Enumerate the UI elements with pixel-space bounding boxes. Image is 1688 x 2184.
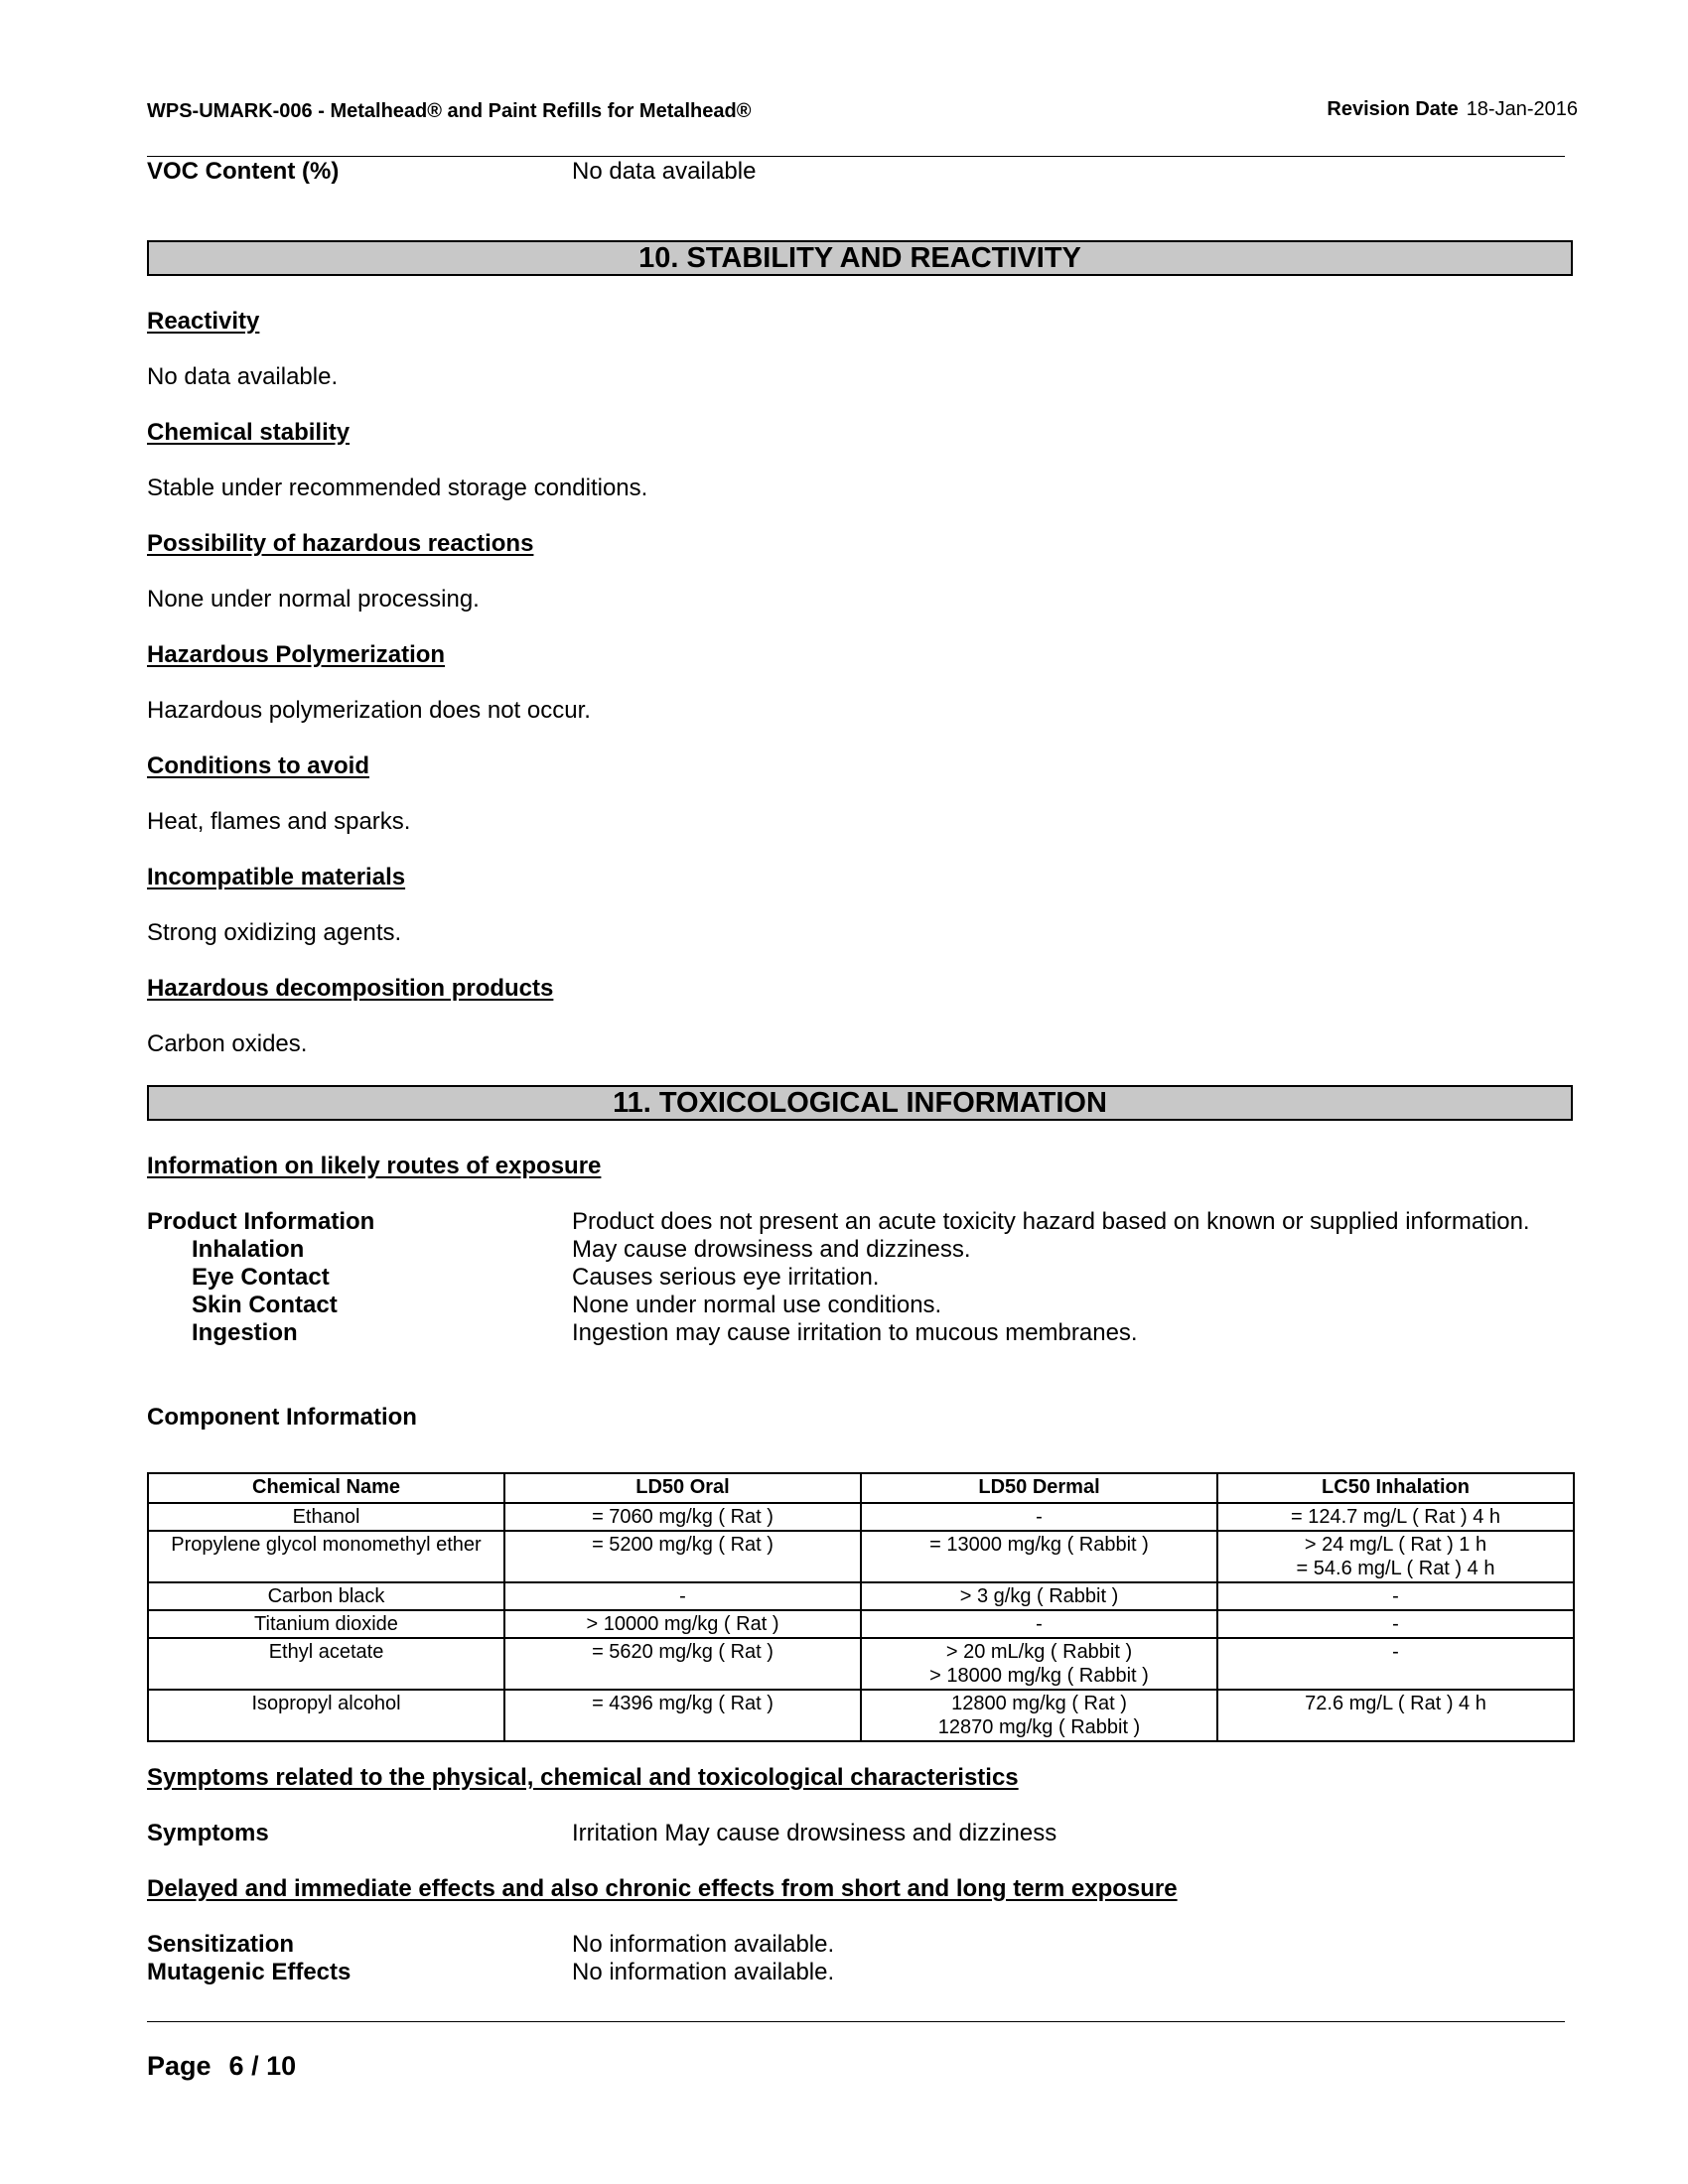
ld50-oral-cell: = 5620 mg/kg ( Rat ) bbox=[504, 1638, 861, 1690]
voc-label: VOC Content (%) bbox=[147, 158, 340, 185]
reactivity-heading: Reactivity bbox=[147, 308, 260, 335]
conditions-to-avoid-text: Heat, flames and sparks. bbox=[147, 808, 411, 835]
ld50-oral-cell: > 10000 mg/kg ( Rat ) bbox=[504, 1610, 861, 1638]
table-row bbox=[148, 1638, 1574, 1690]
hazardous-polymerization-text: Hazardous polymerization does not occur. bbox=[147, 697, 591, 724]
skin-contact-value: None under normal use conditions. bbox=[572, 1292, 942, 1318]
lc50-inhalation-cell: = 124.7 mg/L ( Rat ) 4 h bbox=[1217, 1503, 1574, 1531]
ld50-dermal-cell: - bbox=[861, 1503, 1217, 1531]
ld50-dermal-line: > 18000 mg/kg ( Rabbit ) bbox=[929, 1665, 1149, 1687]
inhalation-value: May cause drowsiness and dizziness. bbox=[572, 1236, 971, 1263]
column-header-ld50-dermal: LD50 Dermal bbox=[861, 1473, 1217, 1503]
symptoms-value: Irritation May cause drowsiness and dizziness bbox=[572, 1820, 1057, 1846]
voc-value: No data available bbox=[572, 158, 757, 185]
hazardous-polymerization-heading: Hazardous Polymerization bbox=[147, 641, 446, 668]
reactivity-text: No data available. bbox=[147, 363, 339, 390]
table-row bbox=[148, 1610, 1574, 1638]
ld50-dermal-cell: = 13000 mg/kg ( Rabbit ) bbox=[861, 1531, 1217, 1582]
chemical-name-cell: Propylene glycol monomethyl ether bbox=[148, 1531, 504, 1582]
column-header-chemical-name: Chemical Name bbox=[148, 1473, 504, 1503]
product-information-value: Product does not present an acute toxicity hazard based on known or supplied information. bbox=[572, 1208, 1530, 1235]
column-header-lc50-inhalation: LC50 Inhalation bbox=[1217, 1473, 1574, 1503]
document-title: WPS-UMARK-006 - Metalhead® and Paint Refills for Metalhead® bbox=[147, 100, 752, 122]
hazardous-reactions-text: None under normal processing. bbox=[147, 586, 480, 613]
chemical-name-cell: Titanium dioxide bbox=[148, 1610, 504, 1638]
sensitization-value: No information available. bbox=[572, 1931, 835, 1958]
lc50-inhalation-cell: 72.6 mg/L ( Rat ) 4 h bbox=[1217, 1690, 1574, 1741]
decomposition-products-text: Carbon oxides. bbox=[147, 1030, 308, 1057]
chemical-name-cell: Carbon black bbox=[148, 1582, 504, 1610]
chemical-stability-heading: Chemical stability bbox=[147, 419, 351, 446]
component-information-heading: Component Information bbox=[147, 1404, 417, 1431]
footer-rule bbox=[147, 2021, 1565, 2022]
decomposition-products-heading: Hazardous decomposition products bbox=[147, 975, 554, 1002]
ld50-oral-cell: = 5200 mg/kg ( Rat ) bbox=[504, 1531, 861, 1582]
lc50-inhalation-line: > 24 mg/L ( Rat ) 1 h bbox=[1304, 1534, 1487, 1556]
chemical-name-cell: Isopropyl alcohol bbox=[148, 1690, 504, 1741]
lc50-inhalation-cell: - bbox=[1217, 1610, 1574, 1638]
ld50-dermal-cell: - bbox=[861, 1610, 1217, 1638]
ld50-dermal-cell: > 3 g/kg ( Rabbit ) bbox=[861, 1582, 1217, 1610]
section-11-header: 11. TOXICOLOGICAL INFORMATION bbox=[147, 1085, 1573, 1121]
ingestion-label: Ingestion bbox=[192, 1319, 298, 1346]
table-header-row bbox=[148, 1473, 1574, 1503]
revision-value: 18-Jan-2016 bbox=[1466, 98, 1578, 120]
incompatible-materials-text: Strong oxidizing agents. bbox=[147, 919, 402, 946]
skin-contact-label: Skin Contact bbox=[192, 1292, 338, 1318]
delayed-effects-heading: Delayed and immediate effects and also chronic effects from short and long term exposure bbox=[147, 1875, 1178, 1902]
mutagenic-effects-value: No information available. bbox=[572, 1959, 835, 1985]
symptoms-label: Symptoms bbox=[147, 1820, 269, 1846]
chemical-stability-text: Stable under recommended storage conditions. bbox=[147, 475, 648, 501]
chemical-name-cell: Ethanol bbox=[148, 1503, 504, 1531]
ld50-dermal-cell bbox=[861, 1638, 1217, 1690]
ld50-oral-cell: - bbox=[504, 1582, 861, 1610]
lc50-inhalation-cell: - bbox=[1217, 1582, 1574, 1610]
eye-contact-label: Eye Contact bbox=[192, 1264, 330, 1291]
ld50-dermal-line: 12870 mg/kg ( Rabbit ) bbox=[937, 1716, 1141, 1738]
ld50-dermal-line: 12800 mg/kg ( Rat ) bbox=[951, 1693, 1127, 1714]
sensitization-label: Sensitization bbox=[147, 1931, 295, 1958]
lc50-inhalation-cell bbox=[1217, 1531, 1574, 1582]
conditions-to-avoid-heading: Conditions to avoid bbox=[147, 752, 369, 779]
section-10-header: 10. STABILITY AND REACTIVITY bbox=[147, 240, 1573, 276]
revision-date bbox=[1327, 98, 1578, 121]
table-row bbox=[148, 1503, 1574, 1531]
ingestion-value: Ingestion may cause irritation to mucous membranes. bbox=[572, 1319, 1138, 1346]
ld50-dermal-cell bbox=[861, 1690, 1217, 1741]
product-information-label: Product Information bbox=[147, 1208, 375, 1235]
routes-of-exposure-heading: Information on likely routes of exposure bbox=[147, 1153, 602, 1179]
hazardous-reactions-heading: Possibility of hazardous reactions bbox=[147, 530, 534, 557]
header-rule bbox=[147, 156, 1565, 157]
page-number: 6 / 10 bbox=[228, 2051, 297, 2081]
ld50-oral-cell: = 7060 mg/kg ( Rat ) bbox=[504, 1503, 861, 1531]
incompatible-materials-heading: Incompatible materials bbox=[147, 864, 406, 890]
eye-contact-value: Causes serious eye irritation. bbox=[572, 1264, 880, 1291]
chemical-name-cell: Ethyl acetate bbox=[148, 1638, 504, 1690]
page-indicator bbox=[147, 2051, 296, 2082]
mutagenic-effects-label: Mutagenic Effects bbox=[147, 1959, 352, 1985]
symptoms-heading: Symptoms related to the physical, chemical and toxicological characteristics bbox=[147, 1764, 1019, 1791]
table-row bbox=[148, 1582, 1574, 1610]
component-toxicity-table bbox=[147, 1472, 1575, 1742]
column-header-ld50-oral: LD50 Oral bbox=[504, 1473, 861, 1503]
page-label: Page bbox=[147, 2051, 211, 2081]
lc50-inhalation-cell: - bbox=[1217, 1638, 1574, 1690]
revision-label: Revision Date bbox=[1327, 98, 1459, 120]
table-row bbox=[148, 1531, 1574, 1582]
table-row bbox=[148, 1690, 1574, 1741]
ld50-oral-cell: = 4396 mg/kg ( Rat ) bbox=[504, 1690, 861, 1741]
ld50-dermal-line: > 20 mL/kg ( Rabbit ) bbox=[945, 1641, 1133, 1663]
inhalation-label: Inhalation bbox=[192, 1236, 305, 1263]
lc50-inhalation-line: = 54.6 mg/L ( Rat ) 4 h bbox=[1296, 1558, 1495, 1579]
